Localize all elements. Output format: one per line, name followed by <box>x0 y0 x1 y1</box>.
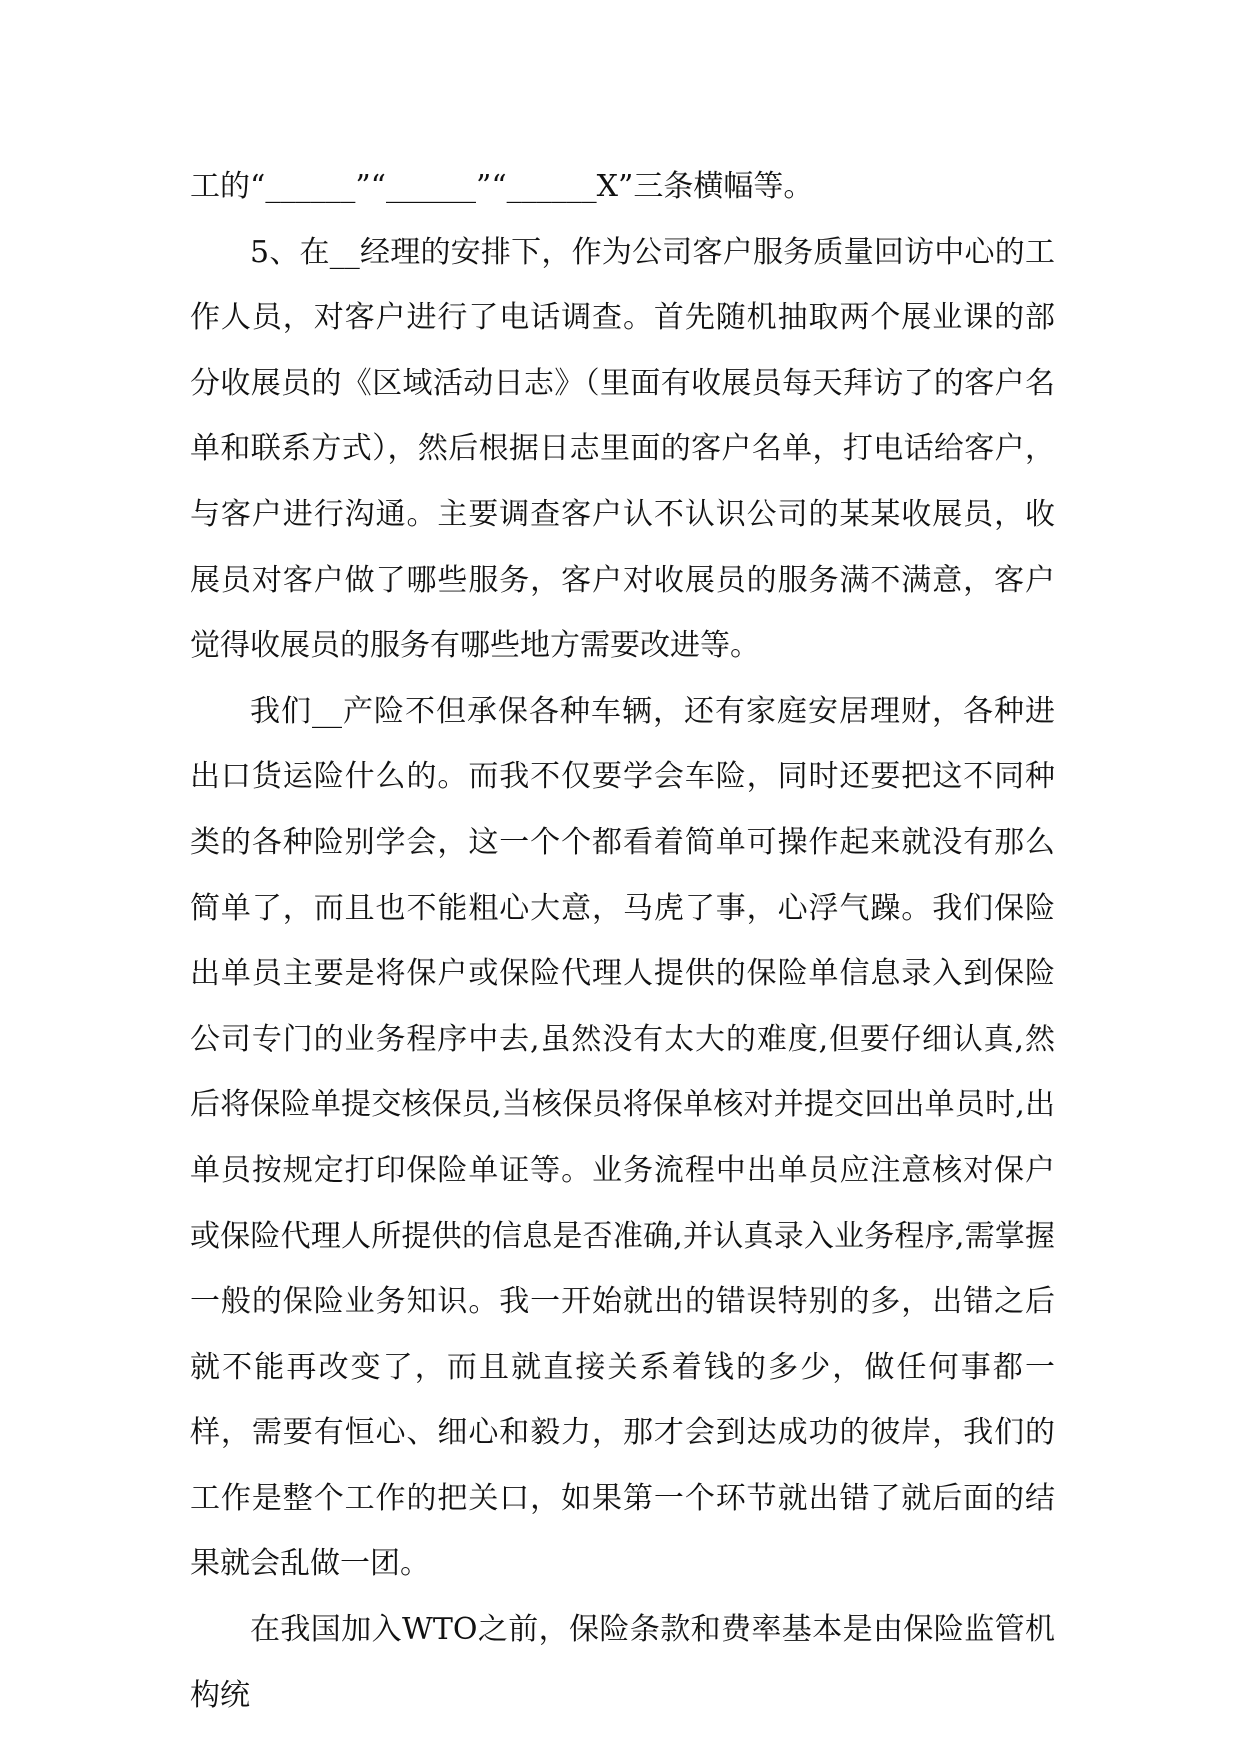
paragraph-banners: 工的“______”“______”“______X”三条横幅等。 <box>190 169 814 204</box>
paragraph-wto: 在我国加入WTO之前，保险条款和费率基本是由保险监管机构统 <box>190 1612 1055 1713</box>
document-body <box>190 154 1055 1728</box>
paragraph-insurance-work: 我们__产险不但承保各种车辆，还有家庭安居理财，各种进出口货运险什么的。而我不仅要学会车险，同时还要把这不同种类的各种险别学会，这一个个都看着简单可操作起来就没有那么简单了，而且也不能粗心大意，马虎了事，心浮气躁。我们保险出单员主要是将保户或保险代理人提供的保险单信息录入到保险公司专门的业务程序中去,虽然没有太大的难度,但要仔细认真,然后将保险单提交核保员,当核保员将保单核对并提交回出单员时,出单员按规定打印保险单证等。业务流程中出单员应注意核对保户或保险代理人所提供的信息是否准确,并认真录入业务程序,需掌握一般的保险业务知识。我一开始就出的错误特别的多，出错之后就不能再改变了，而且就直接关系着钱的多少，做任何事都一样，需要有恒心、细心和毅力，那才会到达成功的彼岸，我们的工作是整个工作的把关口，如果第一个环节就出错了就后面的结果就会乱做一团。 <box>190 693 1055 1582</box>
paragraph-phone-survey: 5、在__经理的安排下，作为公司客户服务质量回访中心的工作人员，对客户进行了电话调查。首先随机抽取两个展业课的部分收展员的《区域活动日志》（里面有收展员每天拜访了的客户名单和联系方式），然后根据日志里面的客户名单，打电话给客户，与客户进行沟通。主要调查客户认不认识公司的某某收展员，收展员对客户做了哪些服务，客户对收展员的服务满不满意，客户觉得收展员的服务有哪些地方需要改进等。 <box>190 234 1055 664</box>
